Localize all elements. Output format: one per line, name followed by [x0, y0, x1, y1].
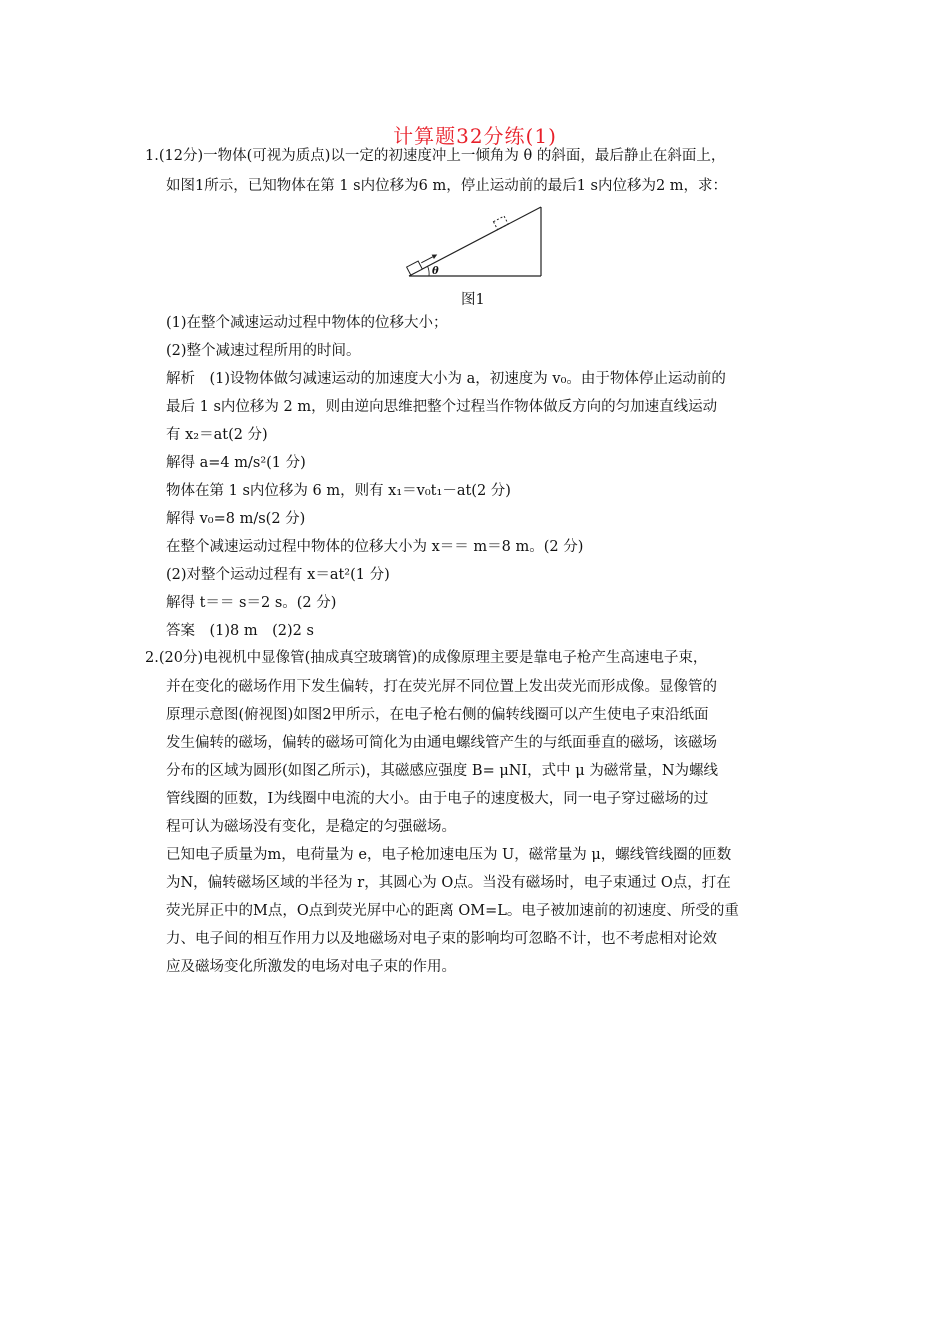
answer-line: 答案 (1)8 m (2)2 s: [166, 623, 314, 639]
angle-arc: [428, 266, 430, 276]
solution-line: 解得 a=4 m/s²(1 分): [166, 455, 306, 471]
incline-slope: [409, 207, 541, 276]
page-title: 计算题32分练(1): [393, 124, 557, 148]
solution-line: 解得 v₀=8 m/s(2 分): [166, 511, 306, 527]
solution-line: 解析 (1)设物体做匀减速运动的加速度大小为 a，初速度为 v₀。由于物体停止运动前的: [166, 371, 726, 387]
solution-line: 物体在第 1 s内位移为 6 m，则有 x₁＝v₀t₁－at(2 分): [166, 483, 511, 499]
q1-sub-question-1: (1)在整个减速运动过程中物体的位移大小；: [166, 315, 448, 331]
velocity-arrow-icon: [420, 252, 438, 265]
q2-line: 已知电子质量为m，电荷量为 e，电子枪加速电压为 U，磁常量为 μ，螺线管线圈的匝数: [166, 847, 732, 863]
incline-figure: [403, 203, 548, 283]
solution-line: 最后 1 s内位移为 2 m，则由逆向思维把整个过程当作物体做反方向的匀加速直线运动: [166, 399, 718, 415]
q2-line: 力、电子间的相互作用力以及地磁场对电子束的影响均可忽略不计，也不考虑相对论效: [166, 931, 717, 947]
q1-stem-line-1: 1.(12分)一物体(可视为质点)以一定的初速度冲上一倾角为 θ 的斜面，最后静止在斜面上，: [145, 148, 726, 164]
q2-line: 原理示意图(俯视图)如图2甲所示，在电子枪右侧的偏转线圈可以产生使电子束沿纸面: [166, 707, 709, 723]
angle-label: θ: [432, 266, 439, 277]
solution-line: (2)对整个运动过程有 x＝at²(1 分): [166, 567, 390, 583]
q2-line: 分布的区域为圆形(如图乙所示)，其磁感应强度 B= μNI，式中 μ 为磁常量，N为螺线: [166, 763, 719, 779]
block-start-icon: [407, 261, 423, 275]
q1-sub-question-2: (2)整个减速过程所用的时间。: [166, 343, 361, 359]
solution-line: 有 x₂＝at(2 分): [166, 427, 268, 443]
q2-line: 管线圈的匝数，I为线圈中电流的大小。由于电子的速度极大，同一电子穿过磁场的过: [166, 791, 709, 807]
q1-stem-line-2: 如图1所示，已知物体在第 1 s内位移为6 m，停止运动前的最后1 s内位移为2 m，求：: [166, 178, 728, 194]
q2-line: 荧光屏正中的M点，O点到荧光屏中心的距离 OM=L。电子被加速前的初速度、所受的重: [166, 903, 739, 919]
q2-line: 并在变化的磁场作用下发生偏转，打在荧光屏不同位置上发出荧光而形成像。显像管的: [166, 679, 717, 695]
q2-line: 为N，偏转磁场区域的半径为 r，其圆心为 O点。当没有磁场时，电子束通过 O点，打在: [166, 875, 731, 891]
q2-line: 2.(20分)电视机中显像管(抽成真空玻璃管)的成像原理主要是靠电子枪产生高速电子束，: [145, 650, 708, 666]
solution-line: 解得 t＝＝ s＝2 s。(2 分): [166, 595, 337, 611]
solution-line: 在整个减速运动过程中物体的位移大小为 x＝＝ m＝8 m。(2 分): [166, 539, 584, 555]
figure-caption: 图1: [461, 292, 485, 308]
q2-line: 程可认为磁场没有变化，是稳定的匀强磁场。: [166, 819, 456, 835]
q2-line: 发生偏转的磁场，偏转的磁场可简化为由通电螺线管产生的与纸面垂直的磁场，该磁场: [166, 735, 717, 751]
q2-line: 应及磁场变化所激发的电场对电子束的作用。: [166, 959, 456, 975]
block-end-dashed-icon: [493, 216, 508, 230]
